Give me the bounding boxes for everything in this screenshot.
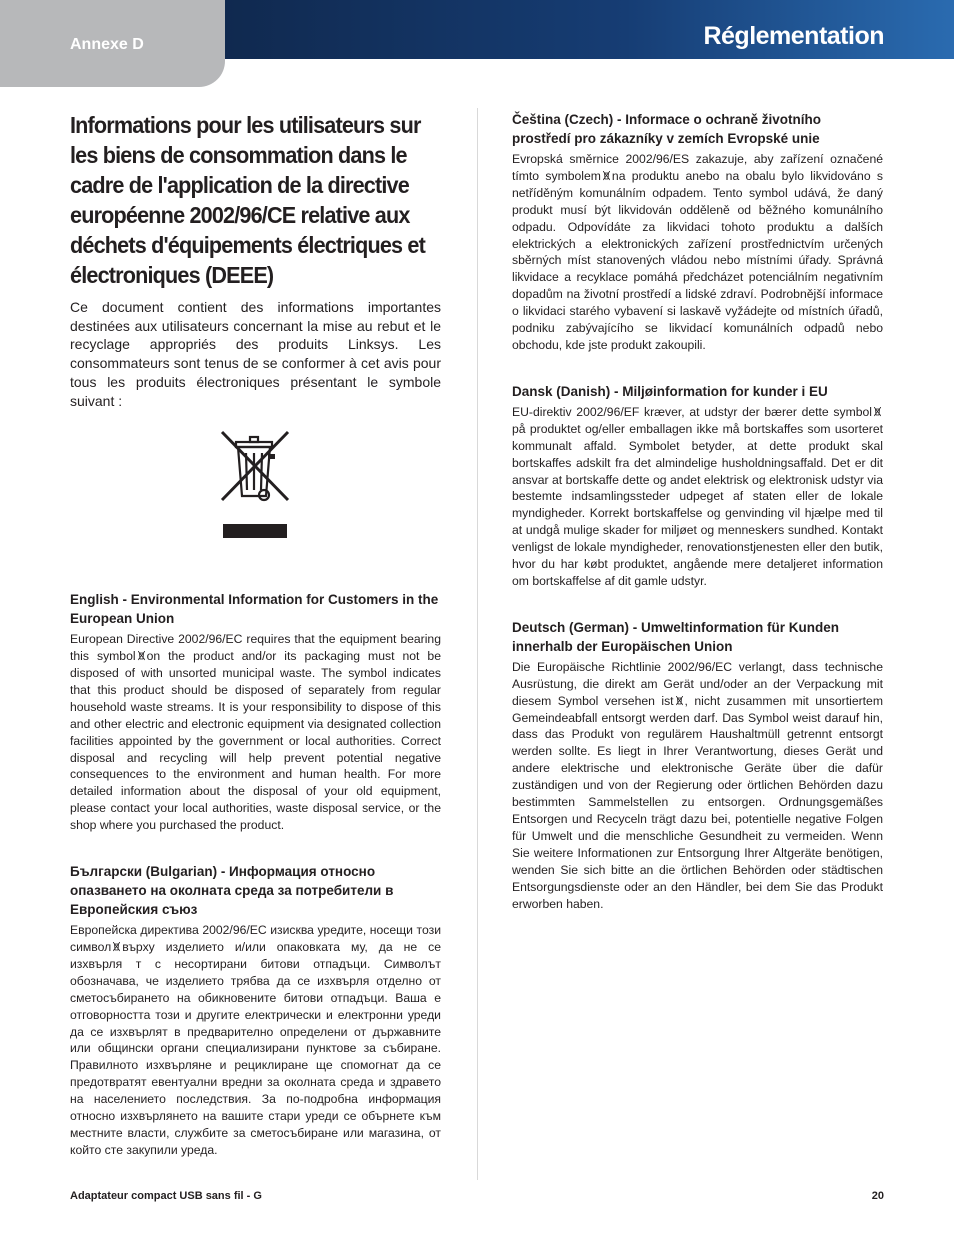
column-divider bbox=[477, 108, 478, 1180]
section-body bbox=[512, 404, 883, 590]
header-bar bbox=[225, 0, 954, 59]
section-heading: Čeština (Czech) - Informace o ochraně životního prostředí pro zákazníky v zemích Evropské unie bbox=[512, 112, 822, 146]
body-text: European Directive 2002/96/EC requires that the equipment bearing this symbol bbox=[70, 632, 441, 664]
weee-inline-icon bbox=[874, 407, 881, 417]
section-heading: Dansk (Danish) - Miljøinformation for kunder i EU bbox=[512, 383, 828, 399]
body-text: på produktet og/eller emballagen ikke må bortskaffes som usorteret kommunalt affald. Symbolet betyder, at dette produkt skal bortskaffes adskilt fra det almindelige husholdningsaffald. Det er dit ansvar at bortskaffe dette og andet elektrisk og elektronisk udstyr via bestemte indsamlingssteder udpeget af staten eller de lokale myndigheder. Korrekt bortskaffelse og genvinding vil hjælpe med til at undgå mulige skader for miljøet og menneskers sundhed. Kontakt venligst de lokale myndigheder, renovationstjenesten eller den butik, hvor du har købt produktet, angående mere detaljeret information om bortskaffelse af dit gamle udstyr. bbox=[512, 421, 883, 588]
section-body bbox=[512, 151, 883, 354]
section-body bbox=[70, 631, 441, 834]
weee-inline-icon bbox=[138, 651, 145, 661]
section-danish bbox=[512, 382, 883, 590]
document-title: Informations pour les utilisateurs sur les biens de consommation dans le cadre de l'application de la directive européenne 2002/96/CE relative aux déchets d'équipements électriques et électroniques (DEEE) bbox=[70, 112, 426, 288]
right-column bbox=[512, 110, 883, 940]
weee-inline-icon bbox=[603, 171, 610, 181]
header-tab bbox=[0, 0, 225, 87]
section-body bbox=[70, 922, 441, 1159]
section-body bbox=[512, 659, 883, 913]
section-czech bbox=[512, 110, 883, 354]
weee-inline-icon bbox=[113, 942, 120, 952]
section-english bbox=[70, 590, 441, 834]
body-text: върху изделието и/или опаковката му, да не се изхвърля т с несортирани битови отпадъци. Символът обозначава, че изделието трябва да се изхвърля отделно от сметосъбирането на обикновените битови отпадъци. Ваша е отговорността този и другите електрически и електронни уреди да се изхвърлят в предварително определени от държавните или общински органи специализирани пунктове за събиране. Правилното изхвърляне и рециклиране ще спомогнат да се предотвратят евентуални вредни за околната среда и здравето на населението последствия. За по-подробна информация относно изхвърлянето на вашите стари уреди се обърнете към местните власти, службите за сметосъбиране или магазина, от който сте закупили уреда. bbox=[70, 940, 441, 1157]
body-text: Европейска директива 2002/96/EC изисква уредите, носещи този символ bbox=[70, 923, 441, 954]
footer-page-number: 20 bbox=[871, 1190, 884, 1202]
body-text: na produktu anebo na obalu bylo likvidováno s netříděným komunálním odpadem. Tento symbol udává, že daný produkt musí být likvidován odděleně od běžného komunálního odpadu. Odpovídáte za likvidaci tohoto produktu a dalších elektrických a elektronických zařízení prostřednictvím určených sběrných míst stanovených vládou nebo místními úřady. Správná likvidace a recyklace pomáhá předcházet potenciálním negativním dopadům na životní prostředí a lidské zdraví. Podrobnější informace o likvidaci starého vybavení si laskavě vyžádejte od místních úřadů, podniku zabývajícího se likvidací komunálních odpadů nebo obchodu, kde jste produkt zakoupili. bbox=[512, 168, 883, 352]
section-heading: English - Environmental Information for Customers in the European Union bbox=[70, 592, 439, 627]
body-text: EU-direktiv 2002/96/EF kræver, at udstyr der bærer dette symbol bbox=[512, 404, 872, 419]
weee-symbol-figure bbox=[70, 420, 441, 590]
appendix-label: Annexe D bbox=[70, 36, 144, 53]
section-german bbox=[512, 618, 883, 913]
weee-inline-icon bbox=[676, 696, 683, 706]
section-heading: Български (Bulgarian) - Информация относно опазването на околната среда за потребители в Европейския съюз bbox=[70, 864, 394, 918]
footer-product-name: Adaptateur compact USB sans fil - G bbox=[70, 1190, 262, 1202]
body-text: on the product and/or its packaging must not be disposed of with unsorted municipal waste. The symbol indicates that this product should be disposed of separately from regular household waste streams. It is your responsibility to dispose of this and other electric and electronic equipment via designated collection facilities appointed by the government or local authorities. Correct disposal and recycling will help prevent potential negative consequences to the environment and human health. For more detailed information about the disposal of your old equipment, please contact your local authorities, waste disposal service, or the shop where you purchased the product. bbox=[70, 649, 441, 833]
section-bulgarian bbox=[70, 862, 441, 1159]
intro-paragraph: Ce document contient des informations importantes destinées aux utilisateurs concernant la mise au rebut et le recyclage appropriés des produits Linksys. Les consommateurs sont tenus de se conformer à cet avis pour tous les produits électroniques présentant le symbole suivant : bbox=[70, 299, 441, 409]
left-column bbox=[70, 110, 441, 1187]
body-text: , nicht zusammen mit unsortiertem Gemeindeabfall entsorgt werden darf. Das Symbol weist darauf hin, dass das Produkt von regulärem Haushaltmüll getrennt entsorgt werden sollte. Es liegt in Ihrer Verantwortung, dieses Gerät und andere elektrische und elektronische Geräte über die dafür zuständigen und von der Regierung oder örtlichen Behörden dazu bestimmten Sammelstellen zu entsorgen. Ordnungsgemäßes Entsorgen und Recyceln trägt dazu bei, potentielle negative Folgen für Umwelt und die menschliche Gesundheit zu vermeiden. Wenn Sie weitere Informationen zur Entsorgung Ihrer Altgeräte benötigen, wenden Sie sich bitte an die örtlichen Behörden oder städtischen Entsorgungsdienste oder an den Händler, bei dem Sie das Produkt erworben haben. bbox=[512, 693, 883, 911]
body-text: Evropská směrnice 2002/96/ES zakazuje, aby zařízení označené tímto symbolem bbox=[512, 152, 883, 183]
weee-bin-icon bbox=[220, 428, 290, 540]
page-title: Réglementation bbox=[703, 22, 884, 50]
section-heading: Deutsch (German) - Umweltinformation für Kunden innerhalb der Europäischen Union bbox=[512, 619, 840, 654]
body-text: Die Europäische Richtlinie 2002/96/EC verlangt, dass technische Ausrüstung, die direkt am Gerät und/oder an der Verpackung mit diesem Symbol versehen ist bbox=[512, 659, 883, 708]
